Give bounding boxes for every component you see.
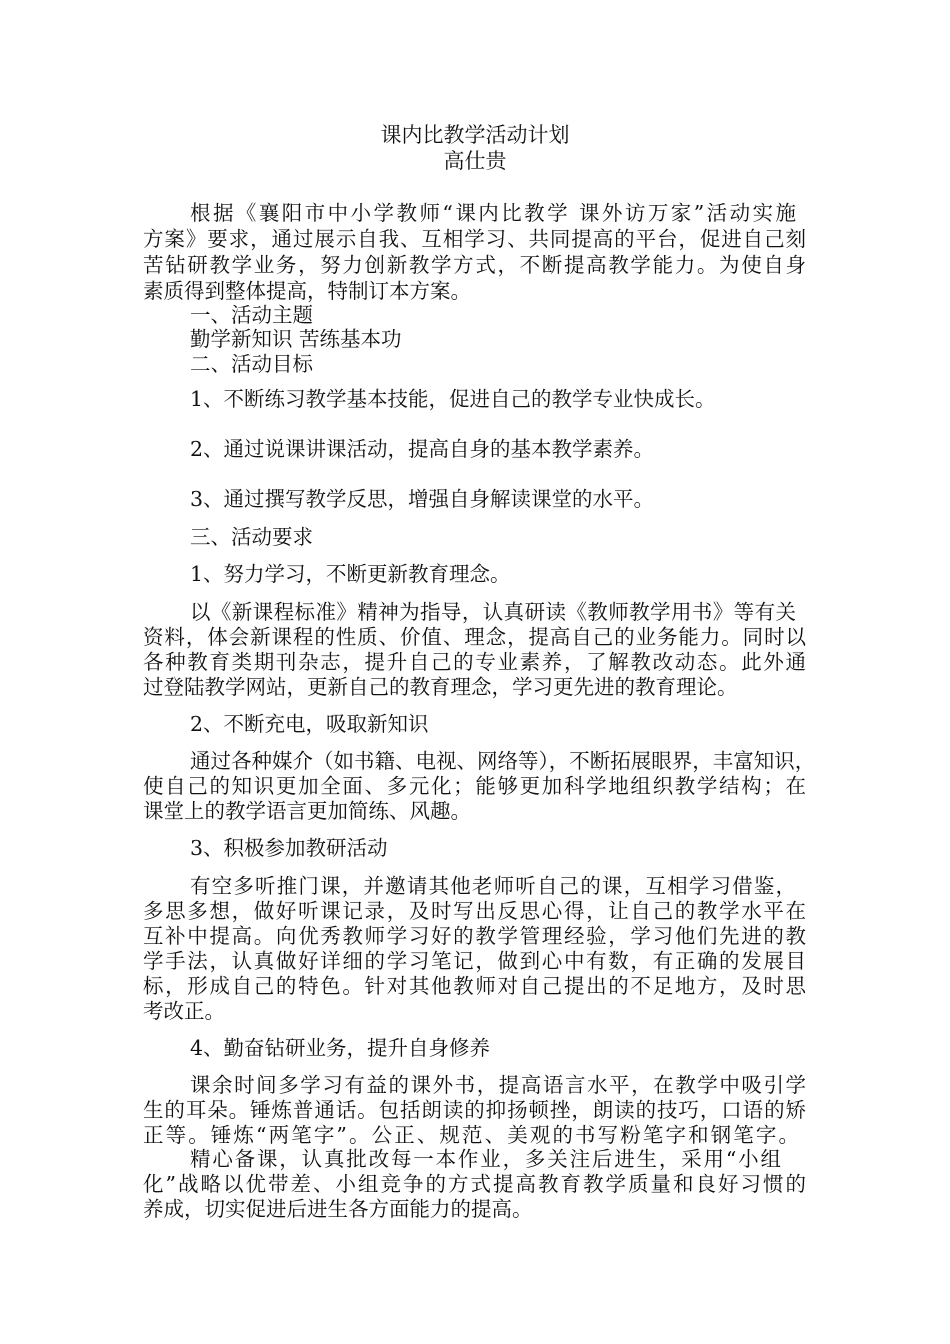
goal-item: 1、不断练习教学基本技能，促进自己的教学专业快成长。	[190, 387, 716, 411]
section-heading-goals: 二、活动目标	[190, 352, 313, 376]
intro-line: 方案》要求，通过展示自我、互相学习、共同提高的平台，促进自己刻	[143, 227, 806, 251]
paragraph-line: 课堂上的教学语言更加简练、风趣。	[143, 799, 471, 823]
paragraph-line: 多思多想，做好听课记录，及时写出反思心得，让自己的教学水平在	[143, 899, 806, 923]
activity-theme: 勤学新知识 苦练基本功	[190, 327, 402, 351]
paragraph-line: 化”战略以优带差、小组竞争的方式提高教育教学质量和良好习惯的	[143, 1172, 806, 1196]
document-title: 课内比教学活动计划	[380, 123, 570, 147]
requirement-heading: 1、努力学习，不断更新教育理念。	[190, 562, 511, 586]
paragraph-line: 学手法，认真做好详细的学习笔记，做到心中有数，有正确的发展目	[143, 949, 806, 973]
paragraph-line: 通过各种媒介（如书籍、电视、网络等），不断拓展眼界，丰富知识，	[190, 749, 816, 773]
paragraph-line: 正等。锤炼“两笔字”。公正、规范、美观的书写粉笔字和钢笔字。	[143, 1123, 799, 1147]
paragraph-line: 过登陆教学网站，更新自己的教育理念，学习更先进的教育理论。	[143, 675, 738, 699]
paragraph-line: 各种教育类期刊杂志，提升自己的专业素养，了解教改动态。此外通	[143, 650, 806, 674]
paragraph-line: 资料，体会新课程的性质、价值、理念，提高自己的业务能力。同时以	[143, 625, 806, 649]
intro-line: 苦钻研教学业务，努力创新教学方式，不断提高教学能力。为使自身	[143, 253, 806, 277]
paragraph-line: 精心备课，认真批改每一本作业，多关注后进生，采用“小组	[190, 1147, 781, 1171]
intro-line: 素质得到整体提高，特制订本方案。	[143, 279, 471, 303]
document-author: 高仕贵	[443, 149, 507, 173]
goal-item: 3、通过撰写教学反思，增强自身解读课堂的水平。	[190, 487, 655, 511]
paragraph-line: 标，形成自己的特色。针对其他教师对自己提出的不足地方，及时思	[143, 974, 806, 998]
requirement-heading: 2、不断充电，吸取新知识	[190, 712, 429, 736]
paragraph-line: 考改正。	[143, 999, 225, 1023]
paragraph-line: 有空多听推门课，并邀请其他老师听自己的课，互相学习借鉴，	[190, 874, 796, 898]
section-heading-theme: 一、活动主题	[190, 303, 313, 327]
section-heading-requirements: 三、活动要求	[190, 525, 313, 549]
intro-line: 根据《襄阳市中小学教师“课内比教学 课外访万家”活动实施	[190, 201, 796, 225]
goal-item: 2、通过说课讲课活动，提高自身的基本教学素养。	[190, 437, 655, 461]
paragraph-line: 生的耳朵。锤炼普通话。包括朗读的抑扬顿挫，朗读的技巧，口语的矫	[143, 1098, 806, 1122]
paragraph-line: 使自己的知识更加全面、多元化；能够更加科学地组织教学结构；在	[143, 774, 806, 798]
requirement-heading: 4、勤奋钻研业务，提升自身修养	[190, 1036, 491, 1060]
paragraph-line: 互补中提高。向优秀教师学习好的教学管理经验，学习他们先进的教	[143, 924, 806, 948]
paragraph-line: 以《新课程标准》精神为指导，认真研读《教师教学用书》等有关	[190, 600, 796, 624]
paragraph-line: 养成，切实促进后进生各方面能力的提高。	[143, 1197, 533, 1221]
requirement-heading: 3、积极参加教研活动	[190, 836, 388, 860]
paragraph-line: 课余时间多学习有益的课外书，提高语言水平，在教学中吸引学	[190, 1073, 806, 1097]
